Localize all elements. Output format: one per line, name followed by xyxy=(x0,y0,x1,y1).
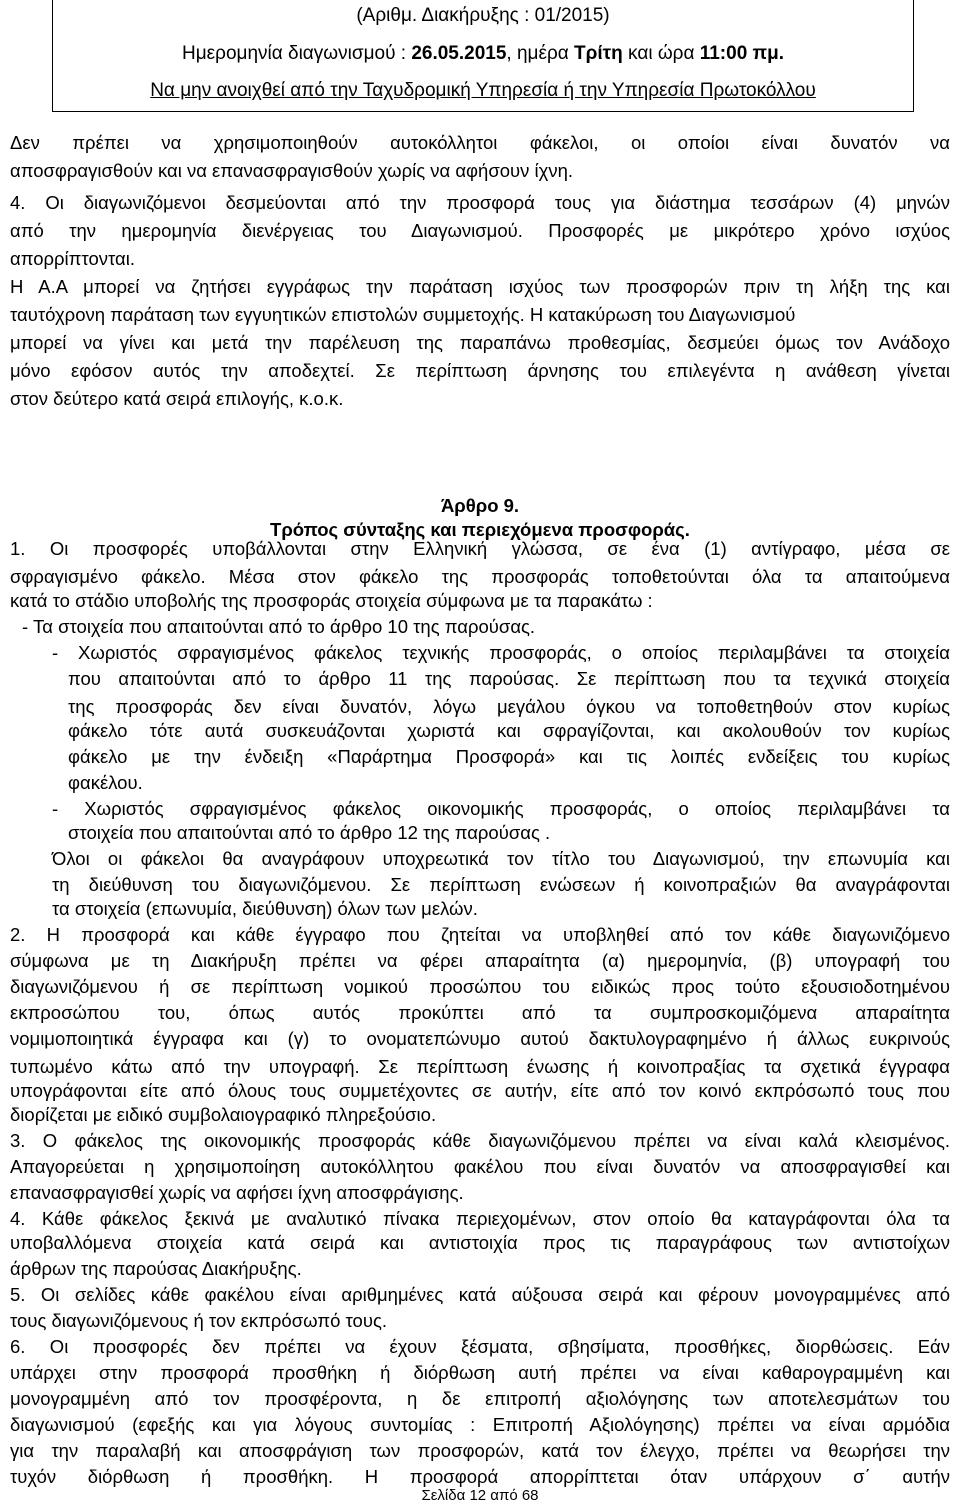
text-line: 2. Η προσφορά και κάθε έγγραφο που ζητείται να υποβληθεί από τον κάθε διαγωνιζόμενο xyxy=(10,924,950,945)
text-line: Απαγορεύεται η χρησιμοποίηση αυτοκόλλητου φακέλου που είναι δυνατόν να αποσφραγισθεί και xyxy=(10,1156,950,1177)
text-line: φάκελο τότε αυτά συσκευάζονται χωριστά και σφραγίζονται, και ακολουθούν τον κυρίως xyxy=(68,720,950,741)
text-line: 4. Οι διαγωνιζόμενοι δεσμεύονται από την προσφορά τους για διάστημα τεσσάρων (4) μηνών xyxy=(10,192,950,213)
text-line: διορίζεται με ειδικό συμβολαιογραφικό πληρεξούσιο. xyxy=(10,1104,437,1125)
text-line: τα στοιχεία (επωνυμία, διεύθυνση) όλων των μελών. xyxy=(52,898,478,919)
text-line: τους διαγωνιζόμενους ή τον εκπρόσωπό τους. xyxy=(10,1310,388,1331)
text-line: - Χωριστός σφραγισμένος φάκελος οικονομικής προσφοράς, ο οποίος περιλαμβάνει τα xyxy=(52,798,950,819)
text-line: στον δεύτερο κατά σειρά επιλογής, κ.ο.κ. xyxy=(10,388,344,409)
text-line: 6. Οι προσφορές δεν πρέπει να έχουν ξέσματα, σβησίματα, προσθήκες, διορθώσεις. Εάν xyxy=(10,1336,950,1357)
do-not-open-notice: Να μην ανοιχθεί από την Ταχυδρομική Υπηρεσία ή την Υπηρεσία Πρωτοκόλλου xyxy=(150,80,816,101)
text-line: σφραγισμένο φάκελο. Μέσα στον φάκελο της προσφοράς τοποθετούνται όλα τα απαιτούμενα xyxy=(10,566,950,587)
text-line: άρθρων της παρούσας Διακήρυξης. xyxy=(10,1258,302,1279)
text-line: τυχόν διόρθωση ή προσθήκη. Η προσφορά απορρίπτεται όταν υπάρχουν σ΄ αυτήν xyxy=(10,1466,950,1487)
text-line: 5. Οι σελίδες κάθε φακέλου είναι αριθμημένες κατά αύξουσα σειρά και φέρουν μονογραμμένες από xyxy=(10,1284,950,1305)
text-line: 1. Οι προσφορές υποβάλλονται στην Ελληνική γλώσσα, σε ένα (1) αντίγραφο, μέσα σε xyxy=(10,538,950,559)
text-line: μπορεί να γίνει και μετά την παρέλευση της παραπάνω προθεσμίας, δεσμεύει όμως τον Ανάδοχο xyxy=(10,332,950,353)
text-line: μόνο εφόσον αυτός την αποδεχτεί. Σε περίπτωση άρνησης του επιλεγέντα η ανάθεση γίνεται xyxy=(10,360,950,381)
text-line: τη διεύθυνση του διαγωνιζόμενου. Σε περίπτωση ενώσεων ή κοινοπραξιών θα αναγράφονται xyxy=(52,874,950,895)
text-line: υποβαλλόμενα στοιχεία κατά σειρά και αντιστοιχία προς τις παραγράφους των αντιστοίχων xyxy=(10,1232,950,1253)
tender-date-line: Ημερομηνία διαγωνισμού : 26.05.2015, ημέρα Τρίτη και ώρα 11:00 πμ. xyxy=(182,43,784,64)
text-line: 3. Ο φάκελος της οικονομικής προσφοράς κάθε διαγωνιζόμενου πρέπει να είναι καλά κλεισμένος. xyxy=(10,1130,950,1151)
text-line: μονογραμμένη από τον προσφέροντα, η δε επιτροπή αξιολόγησης των αποτελεσμάτων του xyxy=(10,1388,950,1409)
text-line: για την παραλαβή και αποσφράγιση των προσφορών, κατά τον έλεγχο, πρέπει να θεωρήσει την xyxy=(10,1440,950,1461)
text-line: φακέλου. xyxy=(68,772,143,793)
page-footer: Σελίδα 12 από 68 xyxy=(421,1487,539,1504)
text-line: υπάρχει στην προσφορά προσθήκη ή διόρθωση αυτή πρέπει να είναι καθαρογραμμένη και xyxy=(10,1362,950,1383)
text-line: φάκελο με την ένδειξη «Παράρτημα Προσφορά» και τις λοιπές ενδείξεις του κυρίως xyxy=(68,746,950,767)
text-line: κατά το στάδιο υποβολής της προσφοράς στοιχεία σύμφωνα με τα παρακάτω : xyxy=(10,590,653,611)
text-line: ταυτόχρονη παράταση των εγγυητικών επιστολών συμμετοχής. Η κατακύρωση του Διαγωνισμού xyxy=(10,304,796,325)
text-line: διαγωνισμού (εφεξής και για λόγους συντομίας : Επιτροπή Αξιολόγησης) πρέπει να είναι αρμόδια xyxy=(10,1414,950,1435)
text-line: - Χωριστός σφραγισμένος φάκελος τεχνικής προσφοράς, ο οποίος περιλαμβάνει τα στοιχεία xyxy=(52,642,950,663)
text-line: εκπροσώπου του, όπως αυτός προκύπτει από τα συμπροσκομιζόμενα απαραίτητα xyxy=(10,1002,950,1023)
text-line: Η Α.Α μπορεί να ζητήσει εγγράφως την παράταση ισχύος των προσφορών πριν τη λήξη της και xyxy=(10,276,950,297)
text-line: στοιχεία που απαιτούνται από το άρθρο 12 της παρούσας . xyxy=(68,822,551,843)
text-line: Όλοι οι φάκελοι θα αναγράφουν υποχρεωτικά τον τίτλο του Διαγωνισμού, την επωνυμία και xyxy=(52,848,950,869)
text-line: 4. Κάθε φάκελος ξεκινά με αναλυτικό πίνακα περιεχομένων, στον οποίο θα καταγράφονται όλα τα xyxy=(10,1208,950,1229)
announcement-number: (Αριθμ. Διακήρυξης : 01/2015) xyxy=(356,5,610,26)
article-title: Τρόπος σύνταξης και περιεχόμενα προσφοράς. xyxy=(270,519,690,540)
text-line: σύμφωνα με τη Διακήρυξη πρέπει να φέρει απαραίτητα (α) ημερομηνία, (β) υπογραφή του xyxy=(10,950,950,971)
text-line: τυπωμένο κάτω από την υπογραφή. Σε περίπτωση ένωσης ή κοινοπραξίας τα σχετικά έγγραφα xyxy=(10,1056,950,1077)
text-line: επανασφραγισθεί χωρίς να αφήσει ίχνη αποσφράγισης. xyxy=(10,1182,464,1203)
text-line: - Τα στοιχεία που απαιτούνται από το άρθρο 10 της παρούσας. xyxy=(22,616,536,637)
text-line: υπογράφονται είτε από όλους τους συμμετέχοντες σε αυτήν, είτε από τον κοινό εκπρόσωπό τους που xyxy=(10,1080,950,1101)
text-line: Δεν πρέπει να χρησιμοποιηθούν αυτοκόλλητοι φάκελοι, οι οποίοι είναι δυνατόν να xyxy=(10,132,950,153)
envelope-label-box xyxy=(52,0,914,112)
text-line: απορρίπτονται. xyxy=(10,248,135,269)
text-line: διαγωνιζόμενου ή σε περίπτωση νομικού προσώπου του ειδικώς προς τούτο εξουσιοδοτημένου xyxy=(10,976,950,997)
text-line: αποσφραγισθούν και να επανασφραγισθούν χωρίς να αφήσουν ίχνη. xyxy=(10,160,574,181)
article-number: Άρθρο 9. xyxy=(440,495,520,516)
text-line: νομιμοποιητικά έγγραφα και (γ) το ονοματεπώνυμο αυτού δακτυλογραφημένο ή άλλως ευκρινούς xyxy=(10,1028,950,1049)
text-line: από την ημερομηνία διενέργειας του Διαγωνισμού. Προσφορές με μικρότερο χρόνο ισχύος xyxy=(10,220,950,241)
text-line: που απαιτούνται από το άρθρο 11 της παρούσας. Σε περίπτωση που τα τεχνικά στοιχεία xyxy=(68,668,950,689)
text-line: της προσφοράς δεν είναι δυνατόν, λόγω μεγάλου όγκου να τοποθετηθούν στον κυρίως xyxy=(68,696,950,717)
